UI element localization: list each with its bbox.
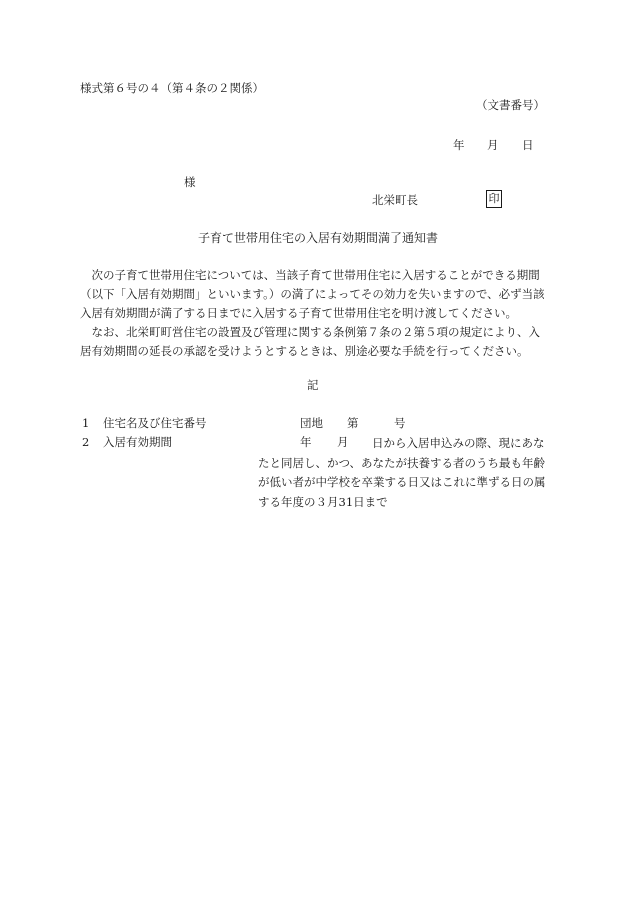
item-1-dai: 第: [347, 416, 359, 430]
item-2-year: 年: [300, 435, 312, 449]
item-2-month: 月: [337, 435, 349, 449]
item-2-label: 入居有効期間: [103, 435, 172, 449]
paragraph-2: なお、北栄町町営住宅の設置及び管理に関する条例第７条の２第５項の規定により、入居有効期間の延長の承認を受けようとするときは、別途必要な手続を行ってください。: [80, 325, 540, 358]
date-year: 年: [453, 138, 465, 152]
item-2-detail: 日から入居申込みの際、現にあなたと同居し、かつ、あなたが扶養する者のうち最も年齢が低い者が中学校を卒業する日又はこれに準ずる日の属する年度の３月31日まで: [258, 436, 546, 509]
sender-title: 北栄町長: [372, 193, 418, 207]
item-1-go: 号: [394, 416, 406, 430]
item-1-danchi: 団地: [300, 416, 323, 430]
date-month: 月: [487, 138, 499, 152]
ki-heading: 記: [307, 378, 319, 392]
document-title: 子育て世帯用住宅の入居有効期間満了通知書: [198, 231, 439, 245]
item-1-label: 住宅名及び住宅番号: [103, 416, 207, 430]
form-number: 様式第６号の４（第４条の２関係）: [80, 81, 264, 95]
item-1-number: 1: [82, 416, 90, 430]
date-day: 日: [522, 138, 534, 152]
addressee-suffix: 様: [184, 175, 196, 189]
seal-box: 印: [486, 190, 502, 208]
paragraph-1: 次の子育て世帯用住宅については、当該子育て世帯用住宅に入居することができる期間（以下「入居有効期間」といいます。）の満了によってその効力を失いますので、必ず当該入居有効期間が満了する日までに入居する子育て世帯用住宅を明け渡してください。: [80, 268, 545, 320]
notice-body: [80, 266, 550, 361]
item-2-number: 2: [82, 435, 90, 449]
document-number: （文書番号）: [476, 98, 545, 112]
